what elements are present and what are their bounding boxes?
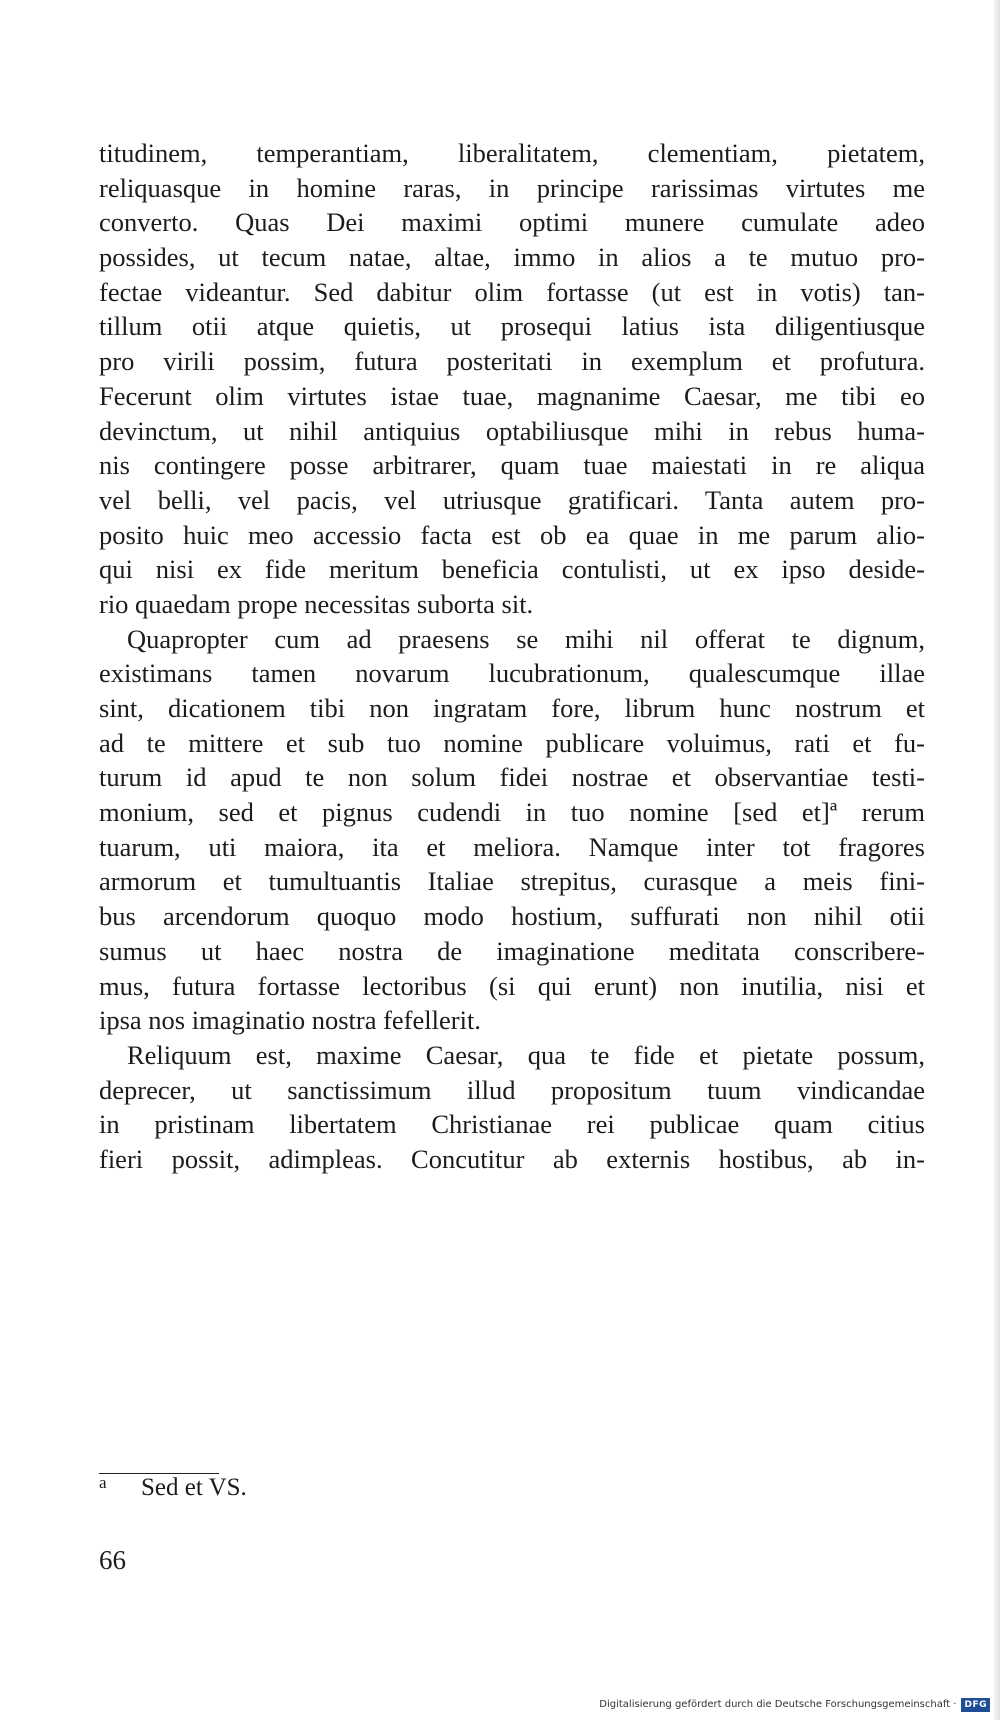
text-line: tuarum, uti maiora, ita et meliora. Namque inter tot fragores [99,831,925,862]
text-line: ipsa nos imaginatio nostra fefellerit. [99,1005,481,1036]
text-line: deprecer, ut sanctissimum illud propositum tuum vindicandae [99,1074,925,1105]
text-line: devinctum, ut nihil antiquius optabiliusque mihi in rebus huma- [99,415,925,446]
text-line: bus arcendorum quoquo modo hostium, suffurati non nihil otii [99,901,925,932]
text-line: Fecerunt olim virtutes istae tuae, magnanime Caesar, me tibi eo [99,380,925,411]
main-text [99,136,925,1177]
text-line: nis contingere posse arbitrarer, quam tuae maiestati in re aliqua [99,450,925,481]
text-line: Quapropter cum ad praesens se mihi nil offerat te dignum, [127,623,925,654]
text-line: in pristinam libertatem Christianae rei publicae quam citius [99,1109,925,1140]
text-line: possides, ut tecum natae, altae, immo in alios a te mutuo pro- [99,242,925,273]
text-line: pro virili possim, futura posteritati in exemplum et profutura. [99,346,925,377]
text-line: armorum et tumultuantis Italiae strepitus, curasque a meis fini- [99,866,925,897]
text-line: reliquasque in homine raras, in principe rarissimas virtutes me [99,172,925,203]
page-number: 66 [99,1545,126,1575]
text-line: turum id apud te non solum fidei nostrae et observantiae testi- [99,762,925,793]
text-line: qui nisi ex fide meritum beneficia contulisti, ut ex ipso deside- [99,554,925,585]
text-line: existimans tamen novarum lucubrationum, qualescumque illae [99,658,925,689]
text-line: sumus ut haec nostra de imaginatione meditata conscribere- [99,935,925,966]
text-line: vel belli, vel pacis, vel utriusque gratificari. Tanta autem pro- [99,484,925,515]
text-line: ad te mittere et sub tuo nomine publicare voluimus, rati et fu- [99,727,925,758]
footnote [99,1470,247,1506]
text-line: sint, dicationem tibi non ingratam fore, librum hunc nostrum et [99,693,925,723]
text-line: converto. Quas Dei maximi optimi munere cumulate adeo [99,207,925,238]
page-edge [994,0,1000,1720]
text-line: tillum otii atque quietis, ut prosequi latius ista diligentiusque [99,311,925,342]
text-line: titudinem, temperantiam, liberalitatem, clementiam, pietatem, [99,138,925,168]
text-line: mus, futura fortasse lectoribus (si qui erunt) non inutilia, nisi et [99,970,925,1001]
dfg-logo: DFG [961,1698,990,1712]
text-line: Reliquum est, maxime Caesar, qua te fide et pietate possum, [127,1039,925,1070]
credit-text: Digitalisierung gefördert durch die Deutsche Forschungsgemeinschaft · [599,1699,957,1710]
text-line: posito huic meo accessio facta est ob ea quae in me parum alio- [99,519,925,550]
text-line: monium, sed et pignus cudendi in tuo nomine [sed et]ª rerum [99,797,925,828]
footnote-marker: a [99,1473,107,1492]
text-line: fieri possit, adimpleas. Concutitur ab externis hostibus, ab in- [99,1143,925,1174]
text-line: rio quaedam prope necessitas suborta sit. [99,588,534,619]
footnote-text: Sed et VS. [141,1474,247,1501]
text-line: fectae videantur. Sed dabitur olim fortasse (ut est in votis) tan- [99,276,925,307]
digitization-credit [599,1696,990,1714]
